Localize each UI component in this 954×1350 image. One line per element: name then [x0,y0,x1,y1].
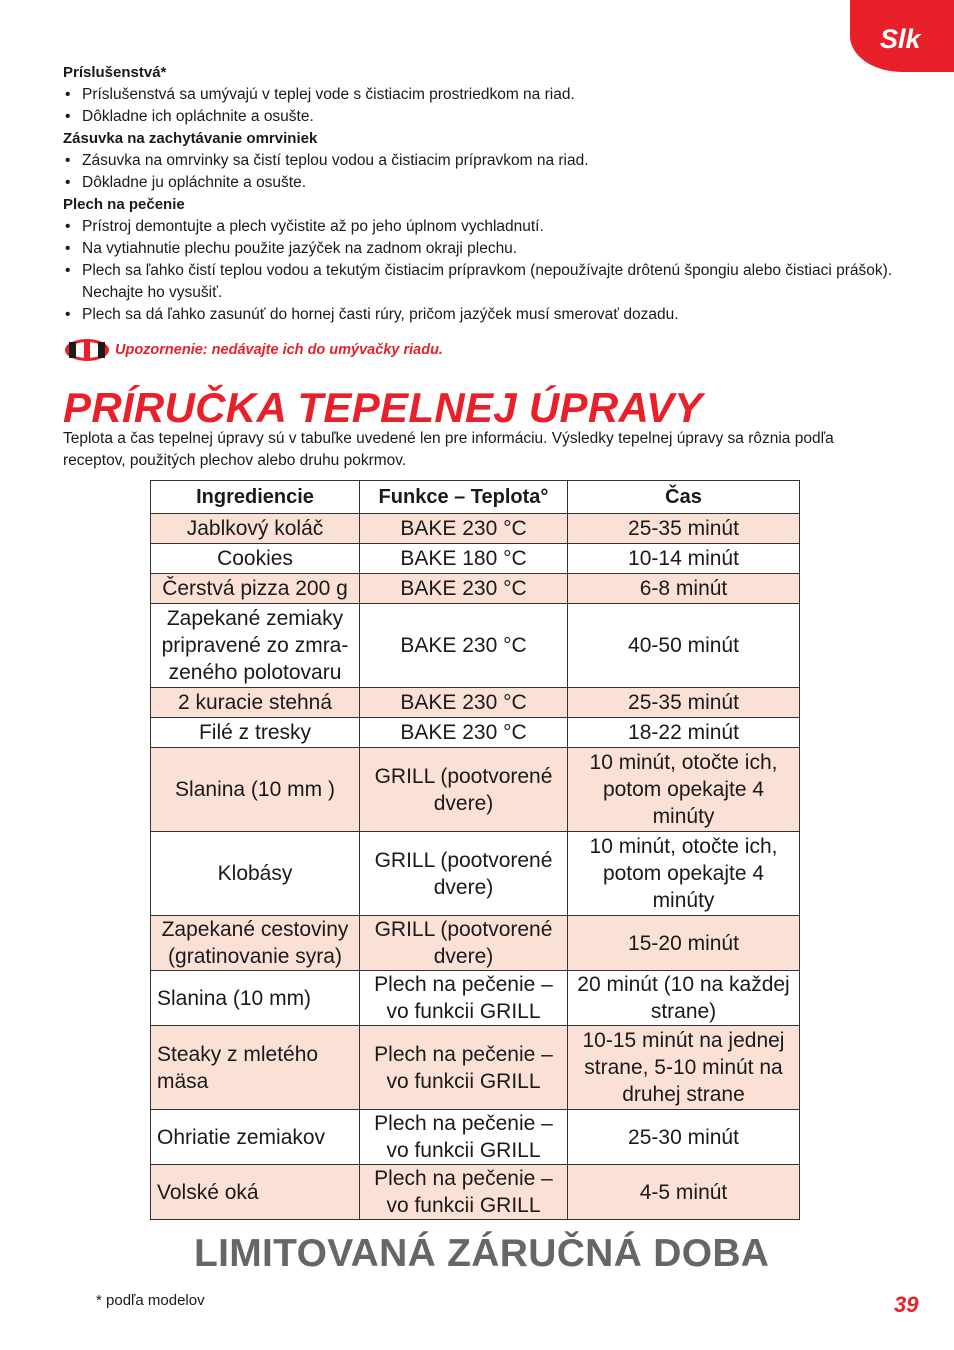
bullet-item: • Prístroj demontujte a plech vyčistite až po jeho úplnom vychladnutí. [63,216,903,238]
table-cell: 25-30 minút [568,1110,800,1165]
table-row [151,1026,800,1110]
table-cell: BAKE 230 °C [360,574,568,604]
table-row [151,916,800,971]
column-header: Ingrediencie [151,481,360,514]
table-cell: Volské oká [151,1165,360,1220]
table-cell: 20 minút (10 na každej strane) [568,971,800,1026]
table-cell: Čerstvá pizza 200 g [151,574,360,604]
column-header: Funkce – Teplota° [360,481,568,514]
table-cell: GRILL (pootvorené dvere) [360,748,568,832]
column-header: Čas [568,481,800,514]
table-cell: 25-35 minút [568,514,800,544]
table-cell: Slanina (10 mm ) [151,748,360,832]
warning-note [64,336,443,364]
table-cell: Plech na pečenie – vo funkcii GRILL [360,971,568,1026]
bullet-item: • Dôkladne ju opláchnite a osušte. [63,172,903,194]
bullet-item: • Plech sa dá ľahko zasunúť do hornej časti rúry, pričom jazýček musí smerovať dozadu. [63,304,903,326]
table-row [151,574,800,604]
bullet-item: • Zásuvka na omrvinky sa čistí teplou vodou a čistiacim prípravkom na riad. [63,150,903,172]
table-cell: BAKE 230 °C [360,514,568,544]
table-row [151,718,800,748]
table-cell: 10 minút, otočte ich, potom opekajte 4 minúty [568,748,800,832]
table-cell: BAKE 230 °C [360,604,568,688]
no-dishwasher-warning-icon [64,338,110,362]
table-cell: Filé z tresky [151,718,360,748]
table-row [151,544,800,574]
cooking-guide-table [150,480,800,1220]
section-heading-baking-tray: Plech na pečenie [63,196,185,213]
table-cell: 18-22 minút [568,718,800,748]
warning-text: Upozornenie: nedávajte ich do umývačky riadu. [115,342,443,358]
table-cell: Zapekané cestoviny (gratinovanie syra) [151,916,360,971]
table-cell: 10 minút, otočte ich, potom opekajte 4 minúty [568,832,800,916]
table-cell: 6-8 minút [568,574,800,604]
table-cell: 15-20 minút [568,916,800,971]
table-cell: BAKE 230 °C [360,718,568,748]
table-row [151,1110,800,1165]
bullet-item: • Dôkladne ich opláchnite a osušte. [63,106,903,128]
table-cell: BAKE 180 °C [360,544,568,574]
table-cell: 40-50 minút [568,604,800,688]
table-row [151,971,800,1026]
intro-paragraph: Teplota a čas tepelnej úpravy sú v tabuľke uvedené len pre informáciu. Výsledky tepelnej úpravy sa rôznia podľa receptov, použitých plechov alebo druhu pokrmov. [63,430,834,469]
table-cell: 10-15 minút na jednej strane, 5-10 minút na druhej strane [568,1026,800,1110]
table-header-row [151,481,800,514]
table-cell: 10-14 minút [568,544,800,574]
table-cell: 25-35 minút [568,688,800,718]
table-cell: Plech na pečenie – vo funkcii GRILL [360,1110,568,1165]
table-cell: Plech na pečenie – vo funkcii GRILL [360,1165,568,1220]
page-number: 39 [894,1292,919,1317]
section-heading-accessories: Príslušenstvá* [63,64,167,81]
table-cell: Zapekané zemiaky pripravené zo zmra-zeného polotovaru [151,604,360,688]
table-cell: Ohriatie zemiakov [151,1110,360,1165]
section-heading-crumb-tray: Zásuvka na zachytávanie omrviniek [63,130,318,147]
cleaning-instructions [63,62,903,326]
bullet-item: • Plech sa ľahko čistí teplou vodou a tekutým čistiacim prípravkom (nepoužívajte drôtenú špongiu alebo čistiaci prášok). Nechajte ho vysušiť. [63,260,903,304]
table-cell: Jablkový koláč [151,514,360,544]
table-cell: BAKE 230 °C [360,688,568,718]
table-cell: Plech na pečenie – vo funkcii GRILL [360,1026,568,1110]
table-cell: GRILL (pootvorené dvere) [360,916,568,971]
table-cell: Slanina (10 mm) [151,971,360,1026]
cooking-guide-title: PRÍRUČKA TEPELNEJ ÚPRAVY [63,384,703,431]
warranty-title: LIMITOVANÁ ZÁRUČNÁ DOBA [194,1232,770,1275]
table-cell: 2 kuracie stehná [151,688,360,718]
table-cell: 4-5 minút [568,1165,800,1220]
table-row [151,604,800,688]
table-cell: GRILL (pootvorené dvere) [360,832,568,916]
table-row [151,688,800,718]
table-cell: Cookies [151,544,360,574]
table-row [151,748,800,832]
footnote: * podľa modelov [96,1292,205,1309]
table-row [151,514,800,544]
table-row [151,1165,800,1220]
bullet-item: • Príslušenstvá sa umývajú v teplej vode s čistiacim prostriedkom na riad. [63,84,903,106]
table-cell: Klobásy [151,832,360,916]
language-label: Slk [880,24,921,54]
table-cell: Steaky z mletého mäsa [151,1026,360,1110]
table-row [151,832,800,916]
bullet-item: • Na vytiahnutie plechu použite jazýček na zadnom okraji plechu. [63,238,903,260]
